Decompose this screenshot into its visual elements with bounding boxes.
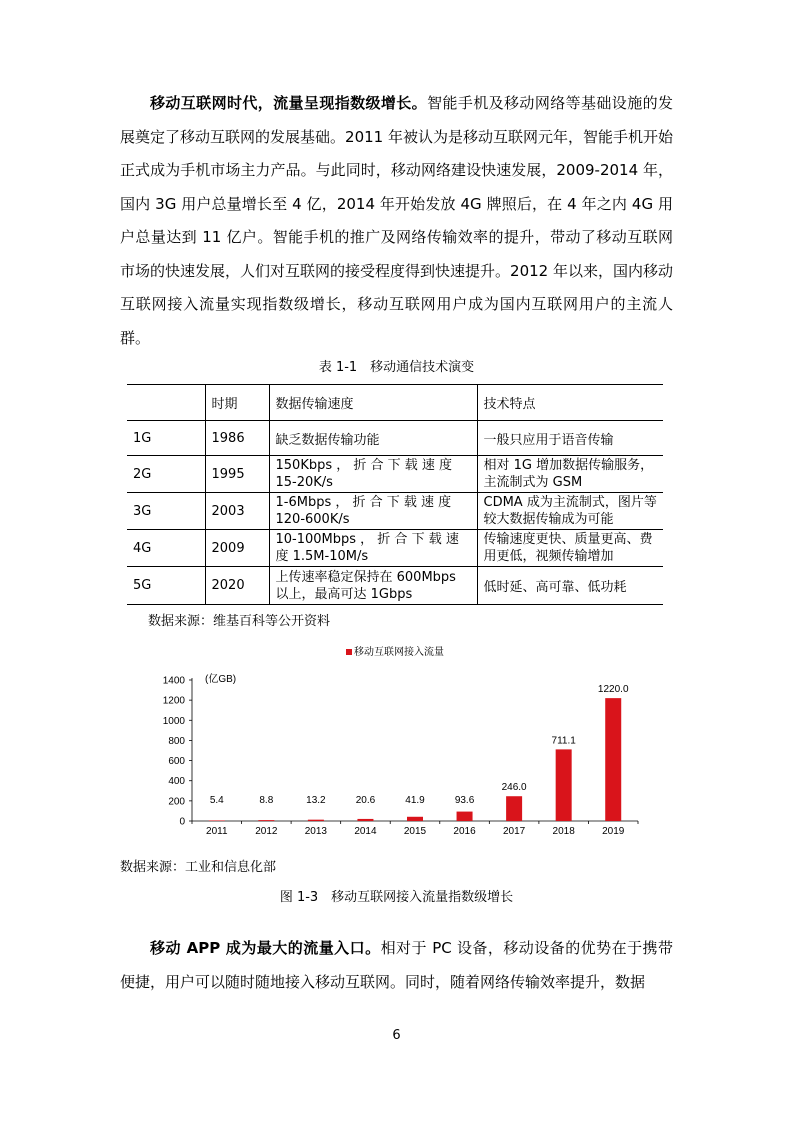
data-label: 8.8 [259,795,274,806]
data-label: 5.4 [209,795,224,806]
x-tick-label: 2013 [304,826,328,837]
intro-body: 智能手机及移动网络等基础设施的发展奠定了移动互联网的发展基础。2011 年被认为是移动互联网元年，智能手机开始正式成为手机市场主力产品。与此同时，移动网络建设快速发展，2009-2014 年，国内 3G 用户总量增长至 4 亿，2014 年开始发放 4G 牌照后，在 4 年之内 4G 用户总量达到 11 亿户。智能手机的推广及网络传输效率的提升，带动了移动互联网市场的快速发展，人们对互联网的接受程度得到快速提升。2012 年以来，国内移动互联网接入流量实现指数级增长，移动互联网用户成为国内互联网用户的主流人群。 [120,94,673,347]
legend-swatch [346,649,352,655]
bar-2018 [556,749,572,821]
x-tick-label: 2011 [206,826,228,837]
data-label: 711.1 [551,735,576,747]
table-cell: 1G [127,421,205,456]
x-tick-label: 2019 [602,826,625,837]
table-cell: 相对 1G 增加数据传输服务，主流制式为 GSM [477,456,663,493]
bar-2017 [506,796,522,821]
table-cell: 4G [127,530,205,567]
table-cell: 1995 [205,456,269,493]
table-cell: 2003 [205,493,269,530]
bar-2011 [209,820,225,821]
app-body: 相对于 PC 设备，移动设备的优势在于携带便捷，用户可以随时随地接入移动互联网。同时，随着网络传输效率提升，数据 [120,939,673,991]
table-header-cell: 时期 [205,385,269,421]
y-tick-label: 400 [168,776,185,788]
bar-2019 [605,698,621,821]
data-label: 246.0 [501,782,527,794]
table-cell: 一般只应用于语音传输 [477,421,663,456]
table-cell: 2020 [205,567,269,605]
table-cell: 10-100Mbps ， 折 合 下 载 速 度 1.5M-10M/s [269,530,477,567]
table-row [127,530,663,567]
y-tick-label: 200 [168,796,185,808]
table-header-cell [127,385,205,421]
bar-2016 [457,812,473,821]
x-tick-label: 2015 [403,826,427,837]
x-tick-label: 2012 [255,826,278,837]
y-tick-label: 1200 [162,695,185,707]
table-cell: 上传速率稳定保持在 600Mbps 以上，最高可达 1Gbps [269,567,477,605]
table-cell: 低时延、高可靠、低功耗 [477,567,663,605]
data-label: 93.6 [454,795,475,806]
table-cell: 150Kbps ， 折 合 下 载 速 度 15-20K/s [269,456,477,493]
page-number: 6 [392,1028,401,1043]
table-cell: 5G [127,567,205,605]
x-tick-label: 2014 [354,826,377,837]
bar-2012 [258,820,274,821]
figure-caption: 图 1-3 移动互联网接入流量指数级增长 [279,890,514,905]
table-caption: 表 1-1 移动通信技术演变 [318,360,475,375]
bar-2014 [357,819,373,821]
table-row [127,456,663,493]
table-header-cell: 技术特点 [477,385,663,421]
table-cell: 缺乏数据传输功能 [269,421,477,456]
table-source: 数据来源：维基百科等公开资料 [148,614,331,629]
table-header-row [127,385,663,421]
legend-label: 移动互联网接入流量 [354,647,444,658]
y-tick-label: 1000 [162,715,185,727]
app-paragraph [120,932,673,999]
table-row [127,567,663,605]
table-row [127,421,663,456]
data-label: 20.6 [355,795,376,806]
bar-2013 [308,820,324,821]
y-unit-label: (亿GB) [205,674,237,685]
x-tick-label: 2018 [552,826,575,837]
table-cell: 传输速度更快、质量更高、费用更低，视频传输增加 [477,530,663,567]
x-tick-label: 2016 [453,826,476,837]
x-tick-label: 2017 [502,826,526,837]
table-cell: 1986 [205,421,269,456]
app-lead: 移动 APP 成为最大的流量入口。 [150,939,381,957]
table-header-cell: 数据传输速度 [269,385,477,421]
y-tick-label: 1400 [162,675,185,687]
intro-paragraph [120,87,673,355]
table-cell: 2G [127,456,205,493]
y-tick-label: 800 [168,735,185,747]
traffic-bar-chart [150,640,650,840]
data-label: 1220.0 [597,684,629,696]
bar-2015 [407,817,423,821]
table-cell: CDMA 成为主流制式，图片等较大数据传输成为可能 [477,493,663,530]
data-label: 41.9 [405,795,425,806]
table-cell: 3G [127,493,205,530]
tech-table [127,384,663,605]
table-cell: 1-6Mbps ， 折 合 下 载 速 度 120-600K/s [269,493,477,530]
data-label: 13.2 [306,795,326,806]
y-tick-label: 600 [168,756,185,768]
intro-lead: 移动互联网时代，流量呈现指数级增长。 [150,94,428,112]
y-tick-label: 0 [179,816,185,828]
table-cell: 2009 [205,530,269,567]
table-row [127,493,663,530]
figure-source: 数据来源：工业和信息化部 [120,860,277,875]
